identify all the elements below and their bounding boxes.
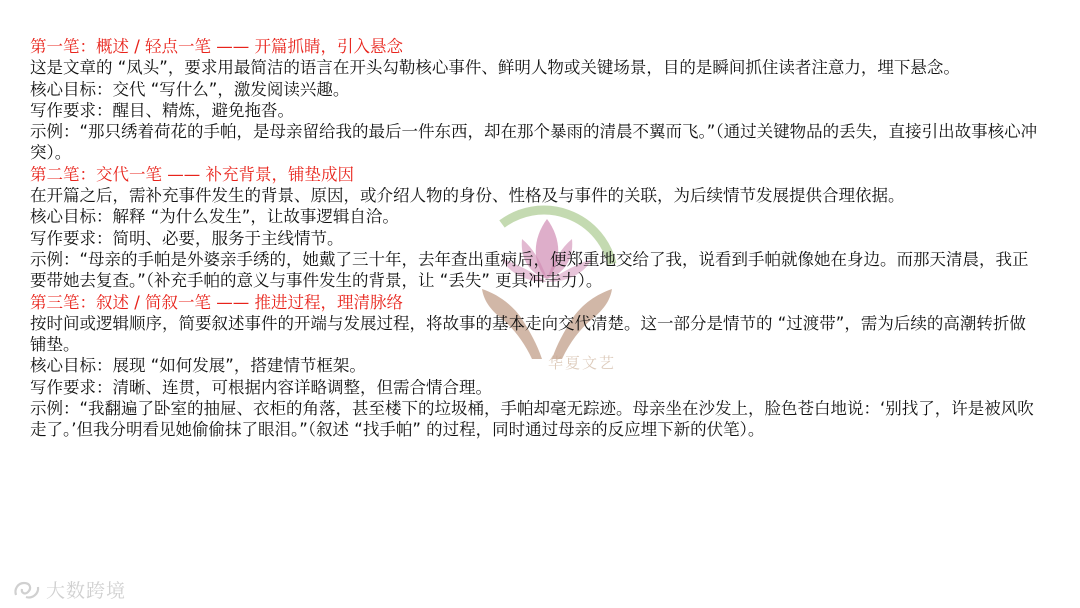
section-1-intro: 这是文章的 “凤头”，要求用最简洁的语言在开头勾勒核心事件、鲜明人物或关键场景，目的是瞬间抓住读者注意力，埋下悬念。 — [30, 58, 960, 78]
section-3-heading: 第三笔：叙述 / 简叙一笔 —— 推进过程，理清脉络 — [30, 292, 404, 312]
section-2-requirement: 写作要求：简明、必要，服务于主线情节。 — [30, 228, 344, 248]
section-2-heading: 第二笔：交代一笔 —— 补充背景，铺垫成因 — [30, 164, 354, 184]
section-3-intro: 按时间或逻辑顺序，简要叙述事件的开端与发展过程，将故事的基本走向交代清楚。这一部分是情节的 “过渡带”，需为后续的高潮转折做铺垫。 — [30, 313, 1026, 355]
document-body — [30, 36, 1038, 441]
section-1-goal: 核心目标：交代 “写什么”，激发阅读兴趣。 — [30, 79, 350, 99]
section-3-goal: 核心目标：展现 “如何发展”，搭建情节框架。 — [30, 356, 366, 376]
section-1-requirement: 写作要求：醒目、精炼，避免拖沓。 — [30, 100, 294, 120]
section-1-example: 示例：“那只绣着荷花的手帕，是母亲留给我的最后一件东西，却在那个暴雨的清晨不翼而飞。”（通过关键物品的丢失，直接引出故事核心冲突）。 — [30, 122, 1038, 163]
section-1-heading: 第一笔：概述 / 轻点一笔 —— 开篇抓睛，引入悬念 — [30, 37, 404, 56]
brand-mark-icon — [12, 579, 42, 601]
section-2-intro: 在开篇之后，需补充事件发生的背景、原因，或介绍人物的身份、性格及与事件的关联，为后续情节发展提供合理依据。 — [30, 186, 905, 206]
footer-logo — [12, 576, 126, 603]
section-3-example: 示例：“我翻遍了卧室的抽屉、衣柜的角落，甚至楼下的垃圾桶，手帕却毫无踪迹。母亲坐在沙发上，脸色苍白地说：‘别找了，许是被风吹走了。’但我分明看见她偷偷抹了眼泪。”（叙述 “找手帕” 的过程，同时通过母亲的反应埋下新的伏笔）。 — [30, 399, 1034, 440]
section-3-requirement: 写作要求：清晰、连贯，可根据内容详略调整，但需合情合理。 — [30, 377, 492, 397]
footer-brand-text: 大数跨境 — [46, 580, 127, 602]
watermark-text: 华夏文艺 — [548, 354, 617, 372]
section-2-goal: 核心目标：解释 “为什么发生”，让故事逻辑自洽。 — [30, 207, 399, 227]
section-2-example: 示例：“母亲的手帕是外婆亲手绣的，她戴了三十年，去年查出重病后，便郑重地交给了我，说看到手帕就像她在身边。而那天清晨，我正要带她去复查。”（补充手帕的意义与事件发生的背景，让 “丢失” 更具冲击力）。 — [30, 249, 1029, 291]
